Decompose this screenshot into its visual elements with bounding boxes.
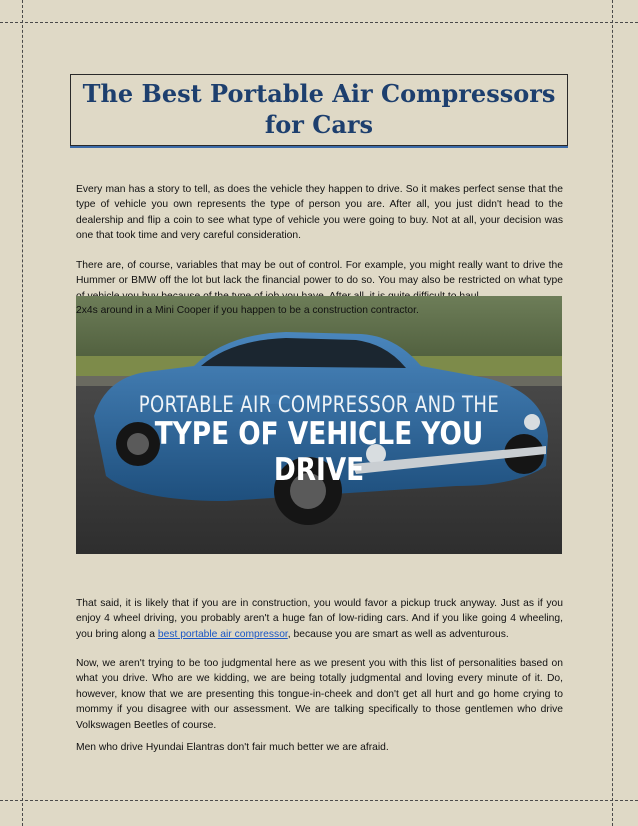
page-title: The Best Portable Air Compressors for Cars — [82, 79, 556, 139]
page-border-right — [612, 0, 613, 826]
paragraph-construction-end: , because you are smart as well as adventurous. — [287, 628, 509, 640]
image-caption-line1: PORTABLE AIR COMPRESSOR AND THE — [138, 393, 500, 418]
page-border-top — [0, 22, 638, 23]
image-caption-line2: TYPE OF VEHICLE YOU DRIVE — [154, 416, 484, 488]
paragraph-construction — [76, 596, 563, 642]
title-underline — [70, 146, 568, 148]
paragraph-variables: There are, of course, variables that may be out of control. For example, you might really want to drive the Hummer or BMW off the lot but lack the financial power to do so. You may also be restricted on what type — [76, 260, 563, 287]
page-border-left — [22, 0, 23, 826]
paragraph-elantra: Men who drive Hyundai Elantras don't fair much better we are afraid. — [76, 742, 389, 753]
compressor-link[interactable]: best portable air compressor — [157, 628, 288, 640]
paragraph-intro: Every man has a story to tell, as does the vehicle they happen to drive. So it makes perfect sense that the type of vehicle you own represents the type of person you are. After all, you just didn't head to the dealership and flip a coin to see what type of vehicle you were going to buy. Not at all, your decision was one that took time and very careful consideration. — [76, 184, 563, 242]
hero-image — [76, 296, 562, 554]
paragraph-variables-overlap: 2x4s around in a Mini Cooper if you happen to be a construction contractor. — [76, 305, 419, 316]
page-border-bottom — [0, 800, 638, 801]
paragraph-construction-text: That said, it is likely that if you are in construction, you would favor a pickup truck anyway. Just as if you enjoy 4 wheel driving, you probably aren't a huge fan of low-riding cars. And if you like going 4 wheeling, you bring along a — [76, 598, 563, 640]
paragraph-judgmental: Now, we aren't trying to be too judgmental here as we present you with this list of personalities based on what you drive. Who are we kidding, we are being totally judgmental and loving every minute of it. Do, however, know that we are presenting this tongue-in-cheek and don't get all hurt and go home crying to mommy if you disagree with our assessment. We are talking specifically to those gentlemen who drive Volkswagen Beetles of course. — [76, 658, 563, 731]
